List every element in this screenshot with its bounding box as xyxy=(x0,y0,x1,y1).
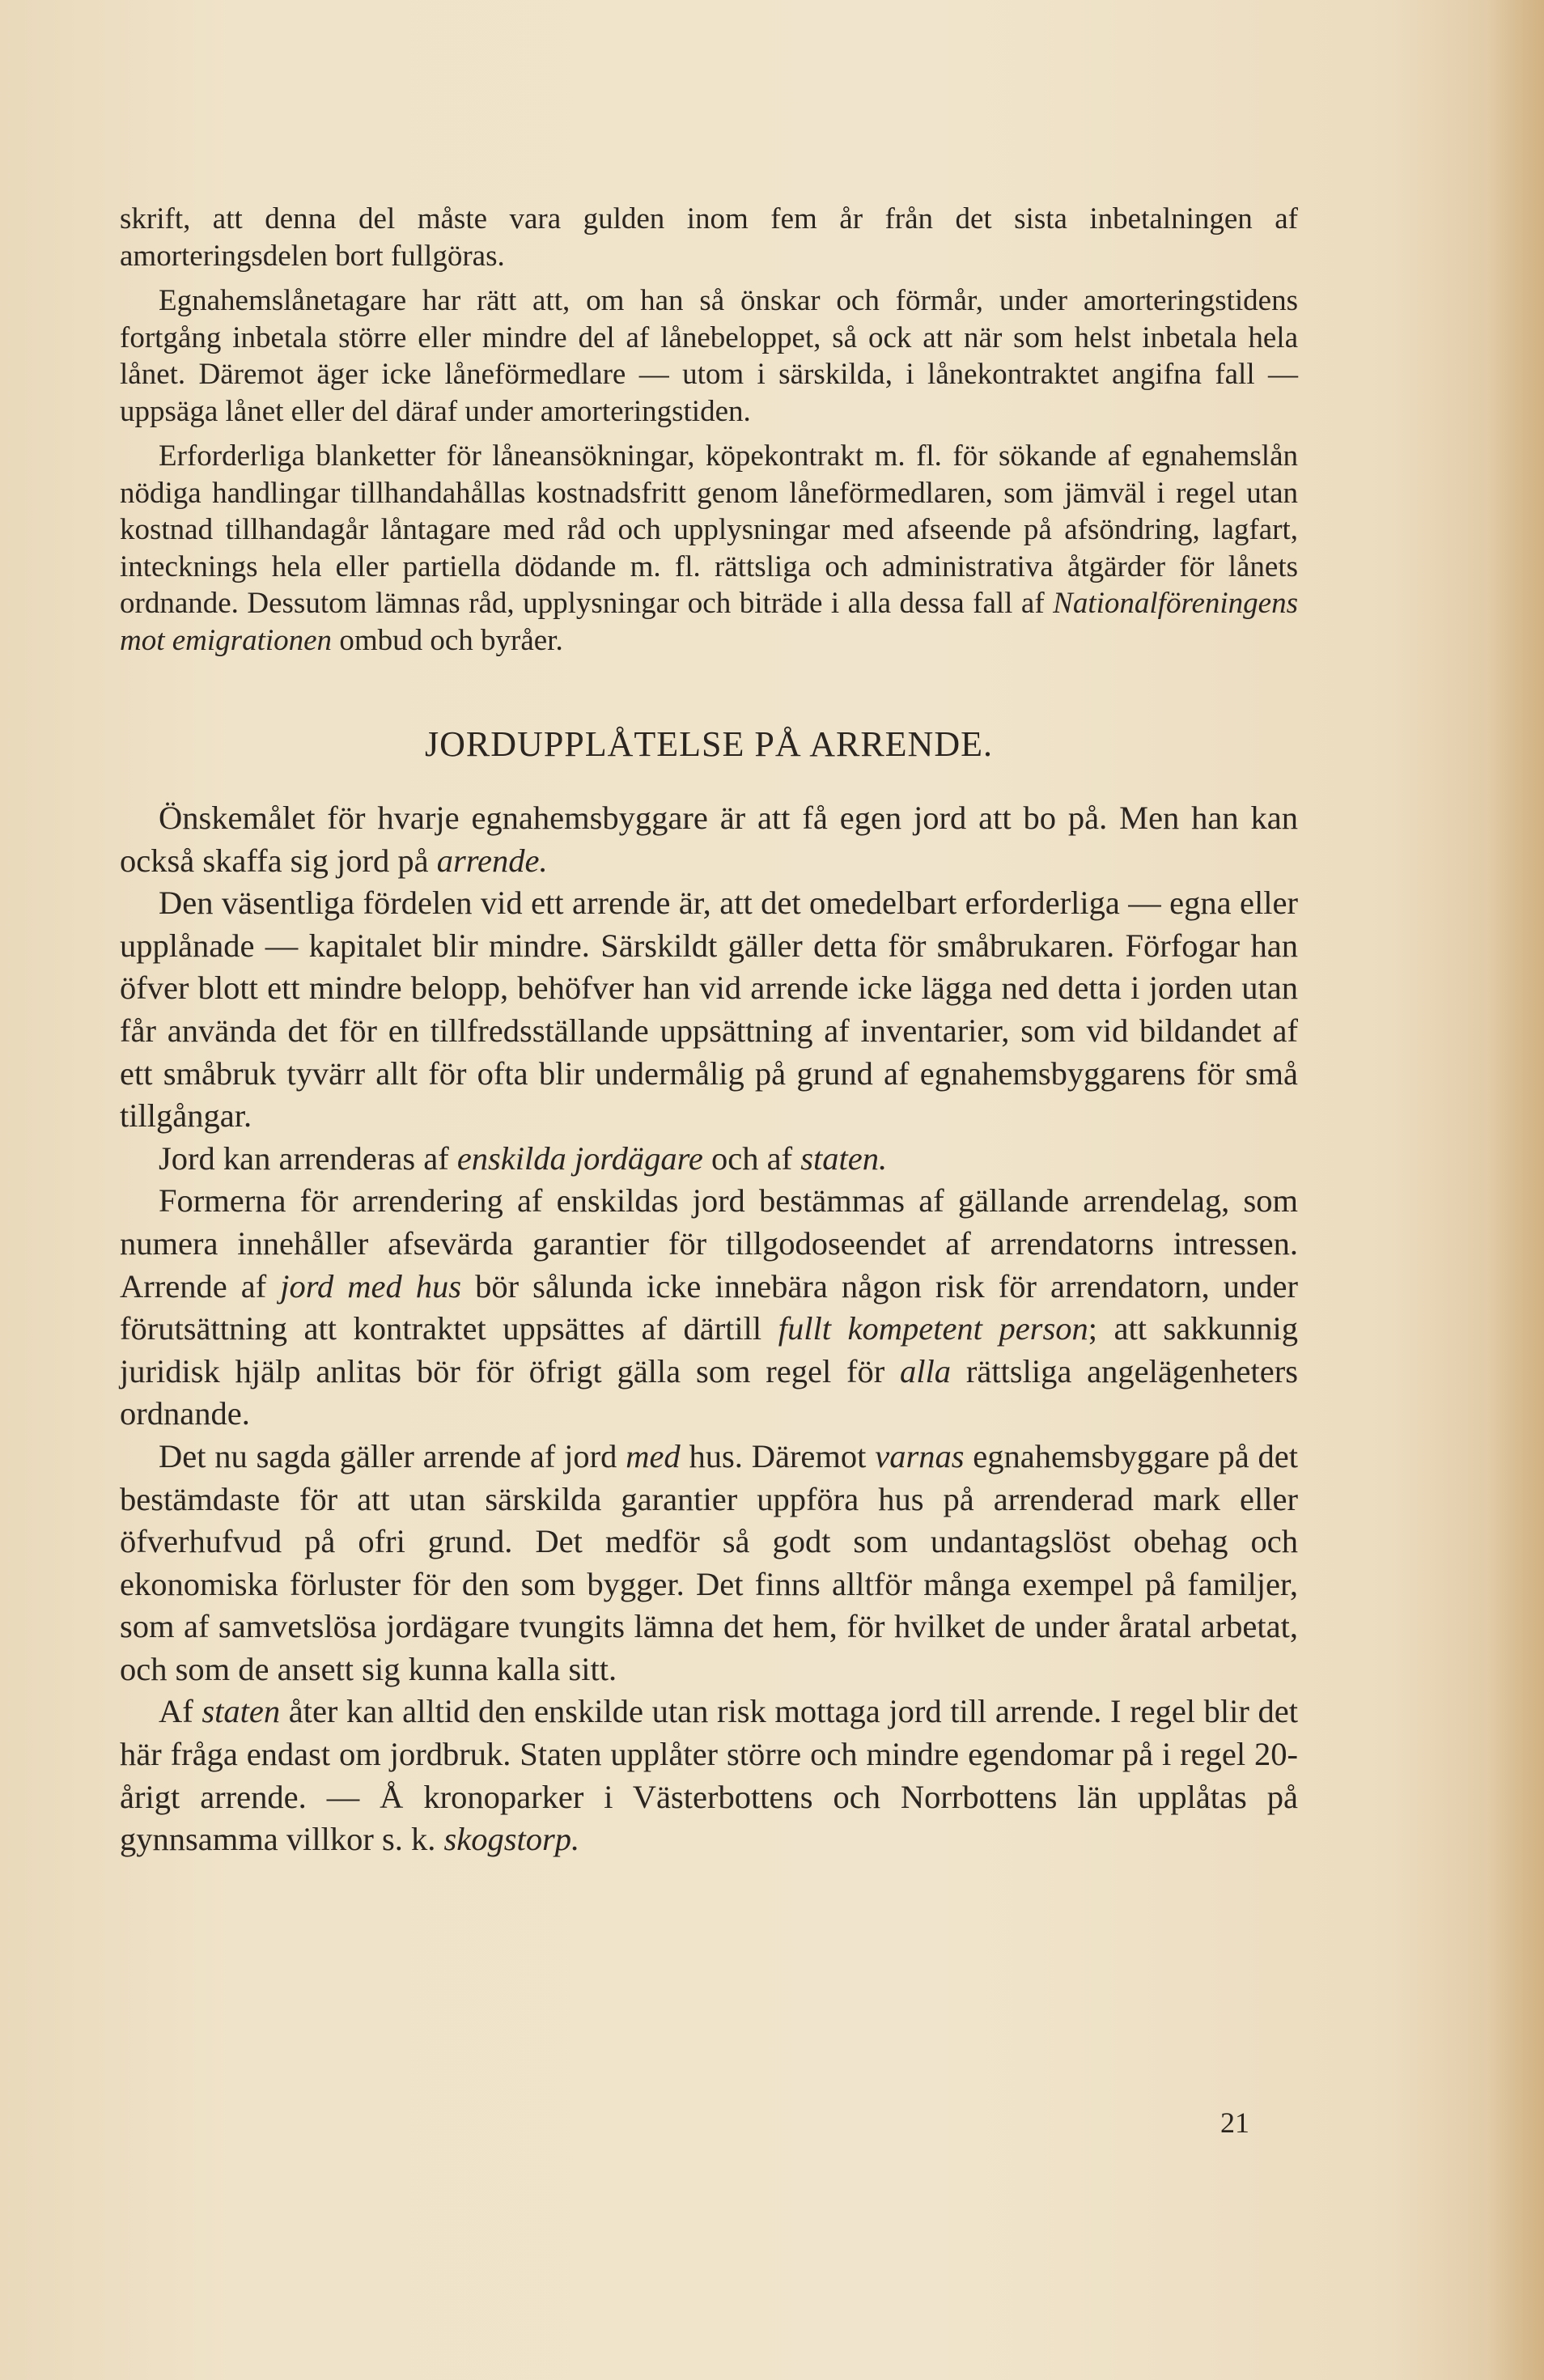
text-run: åter kan alltid den enskilde utan risk mottaga jord till arrende. I regel blir det här fråga endast om jordbruk. Staten upplåter större och mindre egendomar på i regel 20-årigt arrende. — Å kronoparker i Västerbottens och Norrbottens län upplåtas på gynnsamma villkor s. k. xyxy=(120,1693,1298,1858)
text-run: Formerna för arrendering af enskildas jord bestämmas af gällande arrendelag, som numera innehåller afsevärda garantier för tillgodoseendet af arrendatorns intressen. Arrende af xyxy=(120,1182,1298,1305)
text-run: Af xyxy=(159,1693,202,1730)
text-run: Önskemålet för hvarje egnahemsbyggare är att få egen jord att bo på. Men han kan också skaffa sig jord på xyxy=(120,800,1298,879)
text-run-italic: Nationalföreningens mot emigrationen xyxy=(120,587,1298,657)
paragraph: Egnahemslånetagare har rätt att, om han så önskar och förmår, under amorteringstidens fortgång inbetala större eller mindre del af lånebeloppet, så ock att när som helst inbetala hela lånet. Däremot äger icke låneförmedlare — utom i särskilda, i lånekontraktet angifna fall — uppsäga lånet eller del däraf under amorteringstiden. xyxy=(120,284,1298,428)
text-run-italic: alla xyxy=(900,1352,952,1389)
text-run: hus. Däremot xyxy=(680,1437,876,1474)
text-run: ombud och byråer. xyxy=(332,623,563,657)
section-heading: JORDUPPLÅTELSE PÅ ARRENDE. xyxy=(425,724,993,764)
page-number: 21 xyxy=(1220,2106,1249,2139)
text-run: Erforderliga blanketter för låneansökningar, köpekontrakt m. fl. för sökande af egnahemslån nödiga handlingar tillhandahållas kostnadsfritt genom låneförmedlaren, som jämväl i regel utan kostnad tillhandagår låntagare med råd och upplysningar med afseende på afsöndring, lagfart, intecknings hela eller partiella dödande m. fl. rättsliga och administrativa åtgärder för lånets ordnande. Dessutom lämnas råd, upplysningar och biträde i alla dessa fall af xyxy=(120,439,1298,620)
paragraph xyxy=(120,438,1298,659)
paragraph xyxy=(120,1138,1298,1181)
paragraph xyxy=(120,797,1298,882)
text-run-italic: arrende. xyxy=(436,842,548,879)
text-run-italic: jord med hus xyxy=(280,1267,462,1305)
text-run-italic: enskilda jordägare xyxy=(456,1139,703,1177)
text-run-italic: med xyxy=(626,1437,681,1474)
text-run: och af xyxy=(702,1139,801,1177)
paragraph xyxy=(120,1180,1298,1436)
paragraph: skrift, att denna del måste vara gulden inom fem år från det sista inbetalningen af amorteringsdelen bort fullgöras. xyxy=(120,202,1298,273)
text-run: egnahemsbyggare på det bestämdaste för att utan särskilda garantier uppföra hus på arrenderad mark eller öfverhufvud på ofri grund. Det medför så godt som undantagslöst obehag och ekonomiska förluster för den som bygger. Det finns alltför många exempel på familjer, som af samvetslösa jordägare tvungits lämna det hem, för hvilket de under åratal arbetat, och som de ansett sig kunna kalla sitt. xyxy=(120,1437,1299,1687)
text-run: ; att sakkunnig juridisk hjälp anlitas bör för öfrigt gälla som regel för xyxy=(120,1310,1298,1389)
paragraph xyxy=(120,1691,1298,1860)
loan-section-text xyxy=(120,201,1298,659)
page-body xyxy=(120,201,1298,1861)
text-run-italic: staten xyxy=(201,1693,281,1730)
text-run: rättsliga angelägenheters ordnande. xyxy=(120,1352,1298,1432)
paragraph xyxy=(120,1436,1298,1691)
text-run-italic: staten. xyxy=(800,1139,888,1177)
text-run: Det nu sagda gäller arrende af jord xyxy=(159,1437,626,1474)
text-run-italic: varnas xyxy=(875,1437,965,1474)
text-run: Jord kan arrenderas af xyxy=(159,1139,457,1177)
paragraph: Den väsentliga fördelen vid ett arrende är, att det omedelbart erforderliga — egna eller upplånade — kapitalet blir mindre. Särskildt gäller detta för småbrukaren. Förfogar han öfver blott ett mindre belopp, behöfver han vid arrende icke lägga ned detta i jorden utan får använda det för en tillfredsställande uppsättning af inventarier, som vid bildandet af ett småbruk tyvärr allt för ofta blir undermålig på grund af egnahemsbyggarens för små tillgångar. xyxy=(120,885,1298,1135)
lease-section-text xyxy=(120,797,1298,1861)
text-run-italic: skogstorp. xyxy=(443,1821,580,1858)
text-run-italic: fullt kompetent person xyxy=(778,1310,1088,1347)
text-run: bör sålunda icke innebära någon risk för arrendatorn, under förutsättning att kontraktet uppsättes af därtill xyxy=(120,1267,1298,1347)
